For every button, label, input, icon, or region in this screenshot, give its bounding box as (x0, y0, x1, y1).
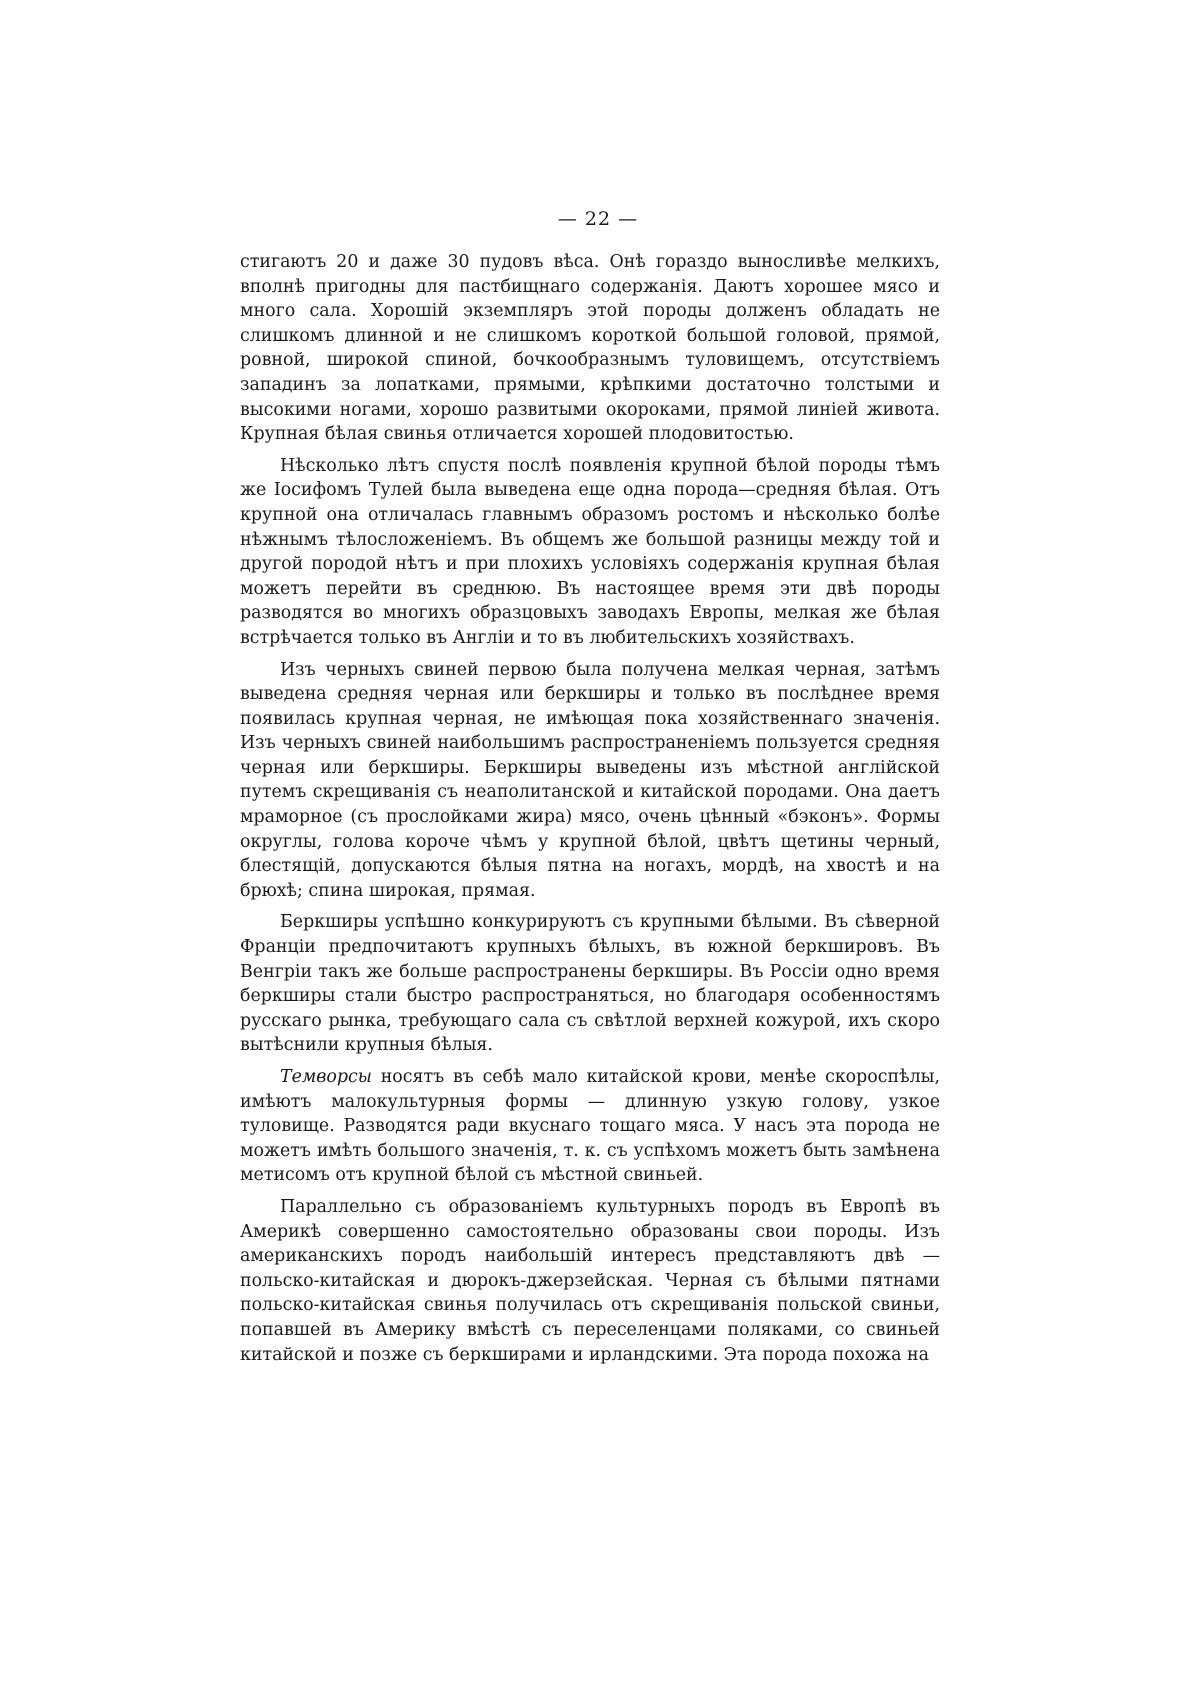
paragraph-5-body: носятъ въ себѣ мало китайской крови, менѣе скороспѣлы, имѣютъ малокультурныя формы — длинную узкую голову, узкое туловище. Разводятся ради вкуснаго тощаго мяса. У насъ эта порода не можетъ имѣть большого значенія, т. к. съ успѣхомъ можетъ быть замѣнена метисомъ отъ крупной бѣлой съ мѣстной свиньей. (240, 1067, 940, 1186)
paragraph-4: Беркширы успѣшно конкурируютъ съ крупными бѣлыми. Въ сѣверной Франціи предпочитаютъ крупныхъ бѣлыхъ, въ южной беркшировъ. Въ Венгріи такъ же больше распространены беркширы. Въ Россіи одно время беркширы стали быстро распространяться, но благодаря особенностямъ русскаго рынка, требующаго сала съ свѣтлой верхней кожурой, ихъ скоро вытѣснили крупныя бѣлыя. (240, 912, 940, 1056)
paragraph-6: Параллельно съ образованіемъ культурныхъ породъ въ Европѣ въ Америкѣ совершенно самостоятельно образованы свои породы. Изъ американскихъ породъ наибольшій интересъ представляютъ двѣ — польско-китайская и дюрокъ-джерзейская. Черная съ бѣлыми пятнами польско-китайская свинья получилась отъ скрещиванія польской свиньи, попавшей въ Америку вмѣстѣ съ переселенцами поляками, со свиньей китайской и позже съ беркширами и ирландскими. Эта порода похожа на (240, 1196, 940, 1365)
paragraph-2: Нѣсколько лѣтъ спустя послѣ появленія крупной бѣлой породы тѣмъ же Іосифомъ Тулей была выведена еще одна порода—средняя бѣлая. Отъ крупной она отличалась главнымъ образомъ ростомъ и нѣсколько болѣе нѣжнымъ тѣлосложеніемъ. Въ общемъ же большой разницы между той и другой породой нѣтъ и при плохихъ условіяхъ содержанія крупная бѣлая можетъ перейти въ среднюю. Въ настоящее время эти двѣ породы разводятся во многихъ образцовыхъ заводахъ Европы, мелкая же бѣлая встрѣчается только въ Англіи и то въ любительскихъ хозяйствахъ. (240, 455, 940, 648)
paragraph-5 (240, 1065, 940, 1188)
paragraph-5-lead: Темворсы (280, 1067, 372, 1087)
paragraph-1: стигаютъ 20 и даже 30 пудовъ вѣса. Онѣ гораздо выносливѣе мелкихъ, вполнѣ пригодны для пастбищнаго содержанія. Даютъ хорошее мясо и много сала. Хорошій экземпляръ этой породы долженъ обладать не слишкомъ длинной и не слишкомъ короткой большой головой, прямой, ровной, широкой спиной, бочкообразнымъ туловищемъ, отсутствіемъ западинъ за лопатками, прямыми, крѣпкими достаточно толстыми и высокими ногами, хорошо развитыми окороками, прямой линіей живота. Крупная бѣлая свинья отличается хорошей плодовитостью. (240, 252, 940, 445)
paragraph-3: Изъ черныхъ свиней первою была получена мелкая черная, затѣмъ выведена средняя черная или беркширы и только въ послѣднее время появилась крупная черная, не имѣющая пока хозяйственнаго значенія. Изъ черныхъ свиней наибольшимъ распространеніемъ пользуется средняя черная или беркширы. Беркширы выведены изъ мѣстной англійской путемъ скрещиванія съ неаполитанской и китайской породами. Она даетъ мраморное (съ прослойками жира) мясо, очень цѣнный «бэконъ». Формы округлы, голова короче чѣмъ у крупной бѣлой, цвѣтъ щетины черный, блестящій, допускаются бѣлыя пятна на ногахъ, мордѣ, на хвостѣ и на брюхѣ; спина широкая, прямая. (240, 659, 940, 901)
page-text (240, 250, 940, 1374)
page-number: — 22 — (557, 208, 639, 230)
